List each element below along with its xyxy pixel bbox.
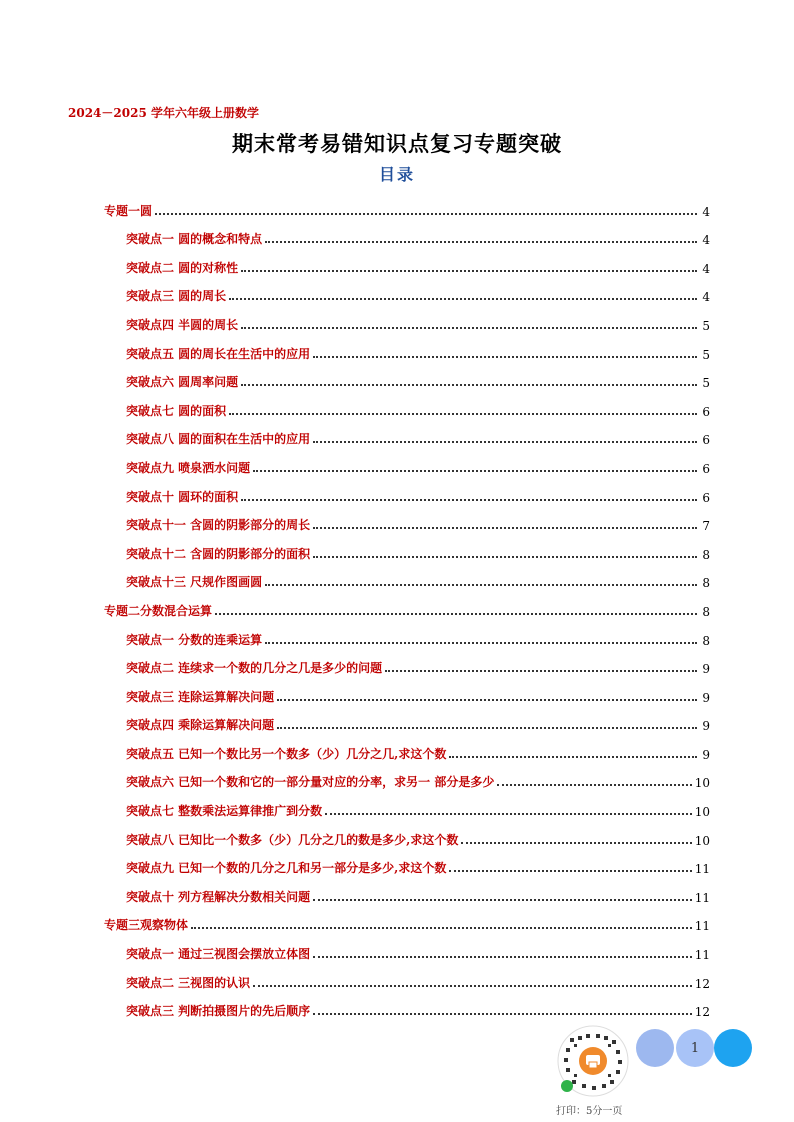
toc-item-label: 突破点九 喷泉洒水问题: [126, 460, 251, 475]
toc-leader-dots: [253, 469, 697, 472]
toc-leader-dots: [449, 869, 691, 872]
toc-item[interactable]: [104, 390, 710, 419]
table-of-contents: [104, 190, 710, 1019]
toc-item-page: 10: [694, 776, 710, 791]
page-title: 期末常考易错知识点复习专题突破: [232, 131, 562, 156]
toc-leader-dots: [241, 498, 697, 501]
toc-item-label: 突破点一 通过三视图会摆放立体图: [126, 947, 311, 962]
toc-chapter[interactable]: [104, 905, 710, 934]
toc-item[interactable]: [104, 619, 710, 648]
toc-item-label: 突破点八 圆的面积在生活中的应用: [126, 432, 311, 447]
toc-item-page: 5: [702, 376, 710, 391]
toc-item-page: 9: [702, 662, 710, 677]
toc-leader-dots: [265, 583, 697, 586]
toc-item-page: 4: [702, 233, 710, 248]
toc-item[interactable]: [104, 219, 710, 248]
toc-leader-dots: [229, 412, 697, 415]
toc-item[interactable]: [104, 362, 710, 391]
toc-item-page: 6: [702, 404, 710, 419]
toc-leader-dots: [313, 1012, 692, 1015]
toc-item-label: 专题三观察物体: [104, 918, 189, 933]
toc-item-page: 11: [694, 919, 710, 934]
toc-leader-dots: [313, 526, 697, 529]
toc-item-page: 11: [694, 890, 710, 905]
toc-item-label: 突破点一 分数的连乘运算: [126, 632, 263, 647]
toc-item-page: 7: [702, 519, 710, 534]
toc-item-page: 12: [694, 976, 710, 991]
toc-item-page: 5: [702, 318, 710, 333]
toc-item-label: 专题一圆: [104, 203, 153, 218]
decorative-circle-left: [636, 1029, 674, 1067]
toc-leader-dots: [277, 698, 697, 701]
toc-item-page: 6: [702, 461, 710, 476]
toc-item-label: 突破点八 已知比一个数多（少）几分之几的数是多少,求这个数: [126, 832, 459, 847]
toc-item[interactable]: [104, 962, 710, 991]
toc-item[interactable]: [104, 676, 710, 705]
toc-item-page: 9: [702, 719, 710, 734]
toc-item-page: 9: [702, 690, 710, 705]
toc-item-label: 突破点七 整数乘法运算律推广到分数: [126, 804, 323, 819]
toc-item-label: 突破点六 已知一个数和它的一部分量对应的分率，求另一 部分是多少: [126, 775, 495, 790]
toc-item-label: 突破点三 判断拍摄图片的先后顺序: [126, 1004, 311, 1019]
toc-leader-dots: [313, 555, 697, 558]
toc-item[interactable]: [104, 648, 710, 677]
toc-item[interactable]: [104, 333, 710, 362]
toc-item-page: 8: [702, 576, 710, 591]
toc-item-page: 10: [694, 805, 710, 820]
toc-item[interactable]: [104, 991, 710, 1020]
toc-item-label: 突破点一 圆的概念和特点: [126, 232, 263, 247]
toc-chapter[interactable]: [104, 190, 710, 219]
toc-item-label: 突破点十三 尺规作图画圆: [126, 575, 263, 590]
toc-item[interactable]: [104, 790, 710, 819]
toc-item[interactable]: [104, 533, 710, 562]
toc-item-page: 4: [702, 290, 710, 305]
toc-item-page: 9: [702, 747, 710, 762]
toc-item-label: 突破点二 三视图的认识: [126, 975, 251, 990]
toc-item-page: 11: [694, 948, 710, 963]
toc-item-page: 5: [702, 347, 710, 362]
toc-item[interactable]: [104, 476, 710, 505]
toc-item-label: 突破点十 列方程解决分数相关问题: [126, 889, 311, 904]
toc-leader-dots: [313, 355, 697, 358]
toc-item-label: 突破点七 圆的面积: [126, 403, 227, 418]
toc-item-page: 10: [694, 833, 710, 848]
toc-item-page: 6: [702, 490, 710, 505]
toc-item-label: 突破点十 圆环的面积: [126, 489, 239, 504]
toc-item-label: 突破点三 圆的周长: [126, 289, 227, 304]
toc-leader-dots: [385, 669, 697, 672]
page-number: 1: [676, 1029, 714, 1067]
toc-item[interactable]: [104, 848, 710, 877]
toc-item-label: 突破点六 圆周率问题: [126, 375, 239, 390]
toc-item-page: 8: [702, 547, 710, 562]
toc-leader-dots: [155, 212, 697, 215]
toc-item[interactable]: [104, 419, 710, 448]
toc-item[interactable]: [104, 447, 710, 476]
toc-leader-dots: [277, 726, 697, 729]
toc-item-label: 突破点十二 含圆的阴影部分的面积: [126, 546, 311, 561]
toc-leader-dots: [325, 812, 692, 815]
toc-item-label: 专题二分数混合运算: [104, 603, 213, 618]
toc-item-label: 突破点三 连除运算解决问题: [126, 689, 275, 704]
toc-leader-dots: [241, 326, 697, 329]
toc-item[interactable]: [104, 819, 710, 848]
toc-leader-dots: [313, 440, 697, 443]
toc-item[interactable]: [104, 933, 710, 962]
toc-item-page: 12: [694, 1005, 710, 1020]
toc-heading: 目录: [378, 165, 415, 184]
toc-item[interactable]: [104, 733, 710, 762]
toc-leader-dots: [241, 269, 697, 272]
toc-item[interactable]: [104, 505, 710, 534]
toc-item[interactable]: [104, 304, 710, 333]
toc-item-page: 4: [702, 261, 710, 276]
toc-leader-dots: [191, 926, 692, 929]
toc-item[interactable]: [104, 876, 710, 905]
toc-leader-dots: [313, 955, 692, 958]
toc-item-page: 11: [694, 862, 710, 877]
toc-item-label: 突破点四 半圆的周长: [126, 317, 239, 332]
toc-leader-dots: [241, 383, 697, 386]
toc-leader-dots: [253, 984, 692, 987]
print-note: 打印：5分一页: [556, 1106, 623, 1117]
header-year-subject: 2024－2025 学年六年级上册数学: [68, 106, 259, 120]
toc-item-label: 突破点十一 含圆的阴影部分的周长: [126, 518, 311, 533]
toc-leader-dots: [461, 841, 691, 844]
toc-item[interactable]: [104, 762, 710, 791]
toc-leader-dots: [313, 898, 692, 901]
toc-leader-dots: [449, 755, 697, 758]
toc-item-page: 4: [702, 204, 710, 219]
toc-leader-dots: [265, 240, 697, 243]
toc-item[interactable]: [104, 562, 710, 591]
toc-item-page: 8: [702, 604, 710, 619]
decorative-circle-right: [714, 1029, 752, 1067]
toc-leader-dots: [497, 783, 691, 786]
qr-code-icon: [556, 1024, 630, 1098]
toc-item[interactable]: [104, 276, 710, 305]
toc-item[interactable]: [104, 247, 710, 276]
toc-item-page: 6: [702, 433, 710, 448]
toc-item-label: 突破点二 圆的对称性: [126, 260, 239, 275]
toc-item[interactable]: [104, 705, 710, 734]
toc-item-label: 突破点九 已知一个数的几分之几和另一部分是多少,求这个数: [126, 861, 447, 876]
toc-item-label: 突破点五 圆的周长在生活中的应用: [126, 346, 311, 361]
toc-item-label: 突破点二 连续求一个数的几分之几是多少的问题: [126, 661, 383, 676]
toc-item-page: 8: [702, 633, 710, 648]
toc-item-label: 突破点五 已知一个数比另一个数多（少）几分之几,求这个数: [126, 746, 447, 761]
toc-item-label: 突破点四 乘除运算解决问题: [126, 718, 275, 733]
toc-leader-dots: [215, 612, 697, 615]
toc-chapter[interactable]: [104, 590, 710, 619]
toc-leader-dots: [229, 297, 697, 300]
toc-leader-dots: [265, 641, 697, 644]
